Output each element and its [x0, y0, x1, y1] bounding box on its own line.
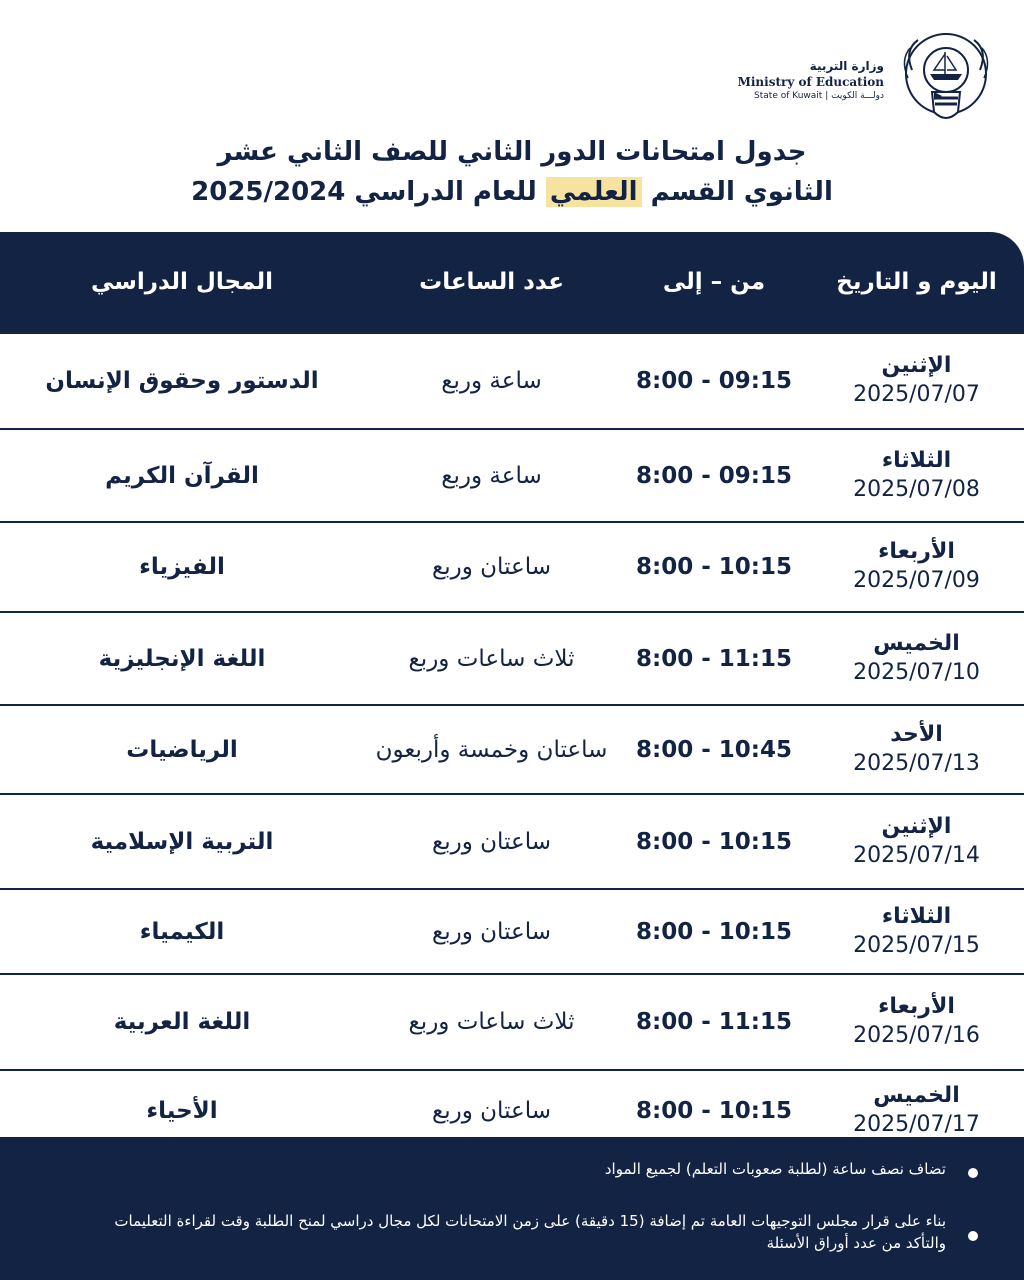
day-name: الأحد — [890, 721, 943, 747]
subject-cell: اللغة الإنجليزية — [98, 645, 266, 672]
ministry-name — [738, 58, 884, 103]
table-row — [0, 706, 1024, 795]
hours-cell: ثلاث ساعات وربع — [408, 645, 575, 672]
day-date-cell — [809, 430, 1024, 521]
subject-cell: اللغة العربية — [113, 1009, 251, 1035]
day-name: الخميس — [873, 630, 960, 656]
subject-cell: الأحياء — [146, 1098, 218, 1124]
notes-footer — [0, 1137, 1024, 1280]
exam-date: 2025/07/17 — [853, 1112, 980, 1137]
time-cell: 8:00 - 10:15 — [636, 1098, 792, 1124]
kuwait-emblem-icon — [898, 30, 994, 130]
title-line-2 — [0, 172, 1024, 212]
hours-cell: ساعتان وربع — [432, 554, 552, 580]
table-row — [0, 795, 1024, 890]
exam-date: 2025/07/08 — [853, 476, 980, 502]
title-highlight-scientific: العلمي — [546, 177, 642, 207]
header-day-date: اليوم و التاريخ — [836, 269, 997, 296]
subject-cell: الدستور وحقوق الإنسان — [45, 368, 319, 394]
header-subject: المجال الدراسي — [91, 269, 273, 296]
table-header — [0, 232, 1024, 334]
header-hours: عدد الساعات — [419, 269, 564, 296]
table-body — [0, 334, 1024, 1151]
hours-cell: ساعة وربع — [441, 462, 542, 489]
exam-date: 2025/07/09 — [853, 568, 980, 593]
hours-cell: ساعتان وربع — [432, 1098, 552, 1124]
day-name: الثلاثاء — [881, 447, 952, 473]
header-time: من – إلى — [662, 269, 766, 296]
note-text: تضاف نصف ساعة (لطلبة صعوبات التعلم) لجميع المواد — [604, 1160, 946, 1178]
ministry-logo-block — [738, 30, 994, 130]
exam-date: 2025/07/13 — [853, 750, 980, 776]
day-date-cell — [809, 890, 1024, 973]
note-item — [605, 1159, 978, 1181]
day-date-cell — [809, 613, 1024, 704]
hours-cell: ساعتان وخمسة وأربعون — [375, 736, 608, 763]
ministry-name-arabic: وزارة التربية — [809, 58, 884, 73]
title-line-1: جدول امتحانات الدور الثاني للصف الثاني عشر — [217, 137, 807, 167]
time-cell: 8:00 - 09:15 — [636, 462, 792, 489]
time-cell: 8:00 - 10:15 — [636, 828, 792, 855]
day-name: الثلاثاء — [881, 903, 952, 929]
time-cell: 8:00 - 10:45 — [636, 736, 792, 763]
page-title — [0, 132, 1024, 213]
table-row — [0, 523, 1024, 613]
hours-cell: ثلاث ساعات وربع — [408, 1009, 575, 1035]
day-date-cell — [809, 795, 1024, 888]
exam-date: 2025/07/14 — [853, 842, 980, 868]
day-name: الإثنين — [881, 813, 952, 839]
note-text: بناء على قرار مجلس التوجيهات العامة تم إضافة (15 دقيقة) على زمن الامتحانات لكل مجال دراسي لمنح الطلبة وقت لقراءة التعليمات والتأكد من عدد أوراق الأسئلة — [114, 1212, 946, 1252]
bullet-icon — [968, 1168, 978, 1178]
hours-cell: ساعتان وربع — [432, 828, 552, 855]
time-cell: 8:00 - 10:15 — [636, 918, 792, 945]
day-name: الأربعاء — [878, 539, 955, 565]
subject-cell: الفيزياء — [139, 554, 225, 580]
day-date-cell — [809, 975, 1024, 1069]
table-row — [0, 890, 1024, 975]
state-line: State of Kuwait | دولـــة الكويت — [754, 91, 884, 102]
hours-cell: ساعة وربع — [441, 368, 542, 394]
note-item — [88, 1211, 978, 1255]
day-date-cell — [809, 706, 1024, 793]
day-name: الإثنين — [881, 353, 952, 379]
time-cell: 8:00 - 09:15 — [636, 368, 792, 394]
exam-date: 2025/07/16 — [853, 1023, 980, 1048]
table-row — [0, 430, 1024, 523]
exam-date: 2025/07/15 — [853, 932, 980, 958]
day-date-cell — [809, 523, 1024, 611]
day-name: الخميس — [873, 1083, 960, 1109]
title-line-2-start: الثانوي القسم — [650, 177, 833, 208]
table-row — [0, 334, 1024, 430]
time-cell: 8:00 - 11:15 — [636, 645, 792, 672]
ministry-name-english: Ministry of Education — [737, 74, 884, 89]
subject-cell: الرياضيات — [126, 736, 238, 763]
time-cell: 8:00 - 10:15 — [636, 554, 792, 580]
exam-date: 2025/07/10 — [853, 659, 980, 685]
table-row — [0, 975, 1024, 1071]
exam-date: 2025/07/07 — [853, 382, 980, 407]
title-line-2-end: للعام الدراسي 2025/2024 — [191, 177, 537, 208]
time-cell: 8:00 - 11:15 — [636, 1009, 792, 1035]
table-row — [0, 613, 1024, 706]
bullet-icon — [968, 1231, 978, 1241]
subject-cell: التربية الإسلامية — [90, 828, 274, 855]
day-name: الأربعاء — [878, 994, 955, 1020]
exam-schedule-table — [0, 232, 1024, 1151]
subject-cell: الكيمياء — [139, 918, 225, 945]
day-date-cell — [809, 334, 1024, 428]
hours-cell: ساعتان وربع — [432, 918, 552, 945]
subject-cell: القرآن الكريم — [105, 462, 259, 489]
